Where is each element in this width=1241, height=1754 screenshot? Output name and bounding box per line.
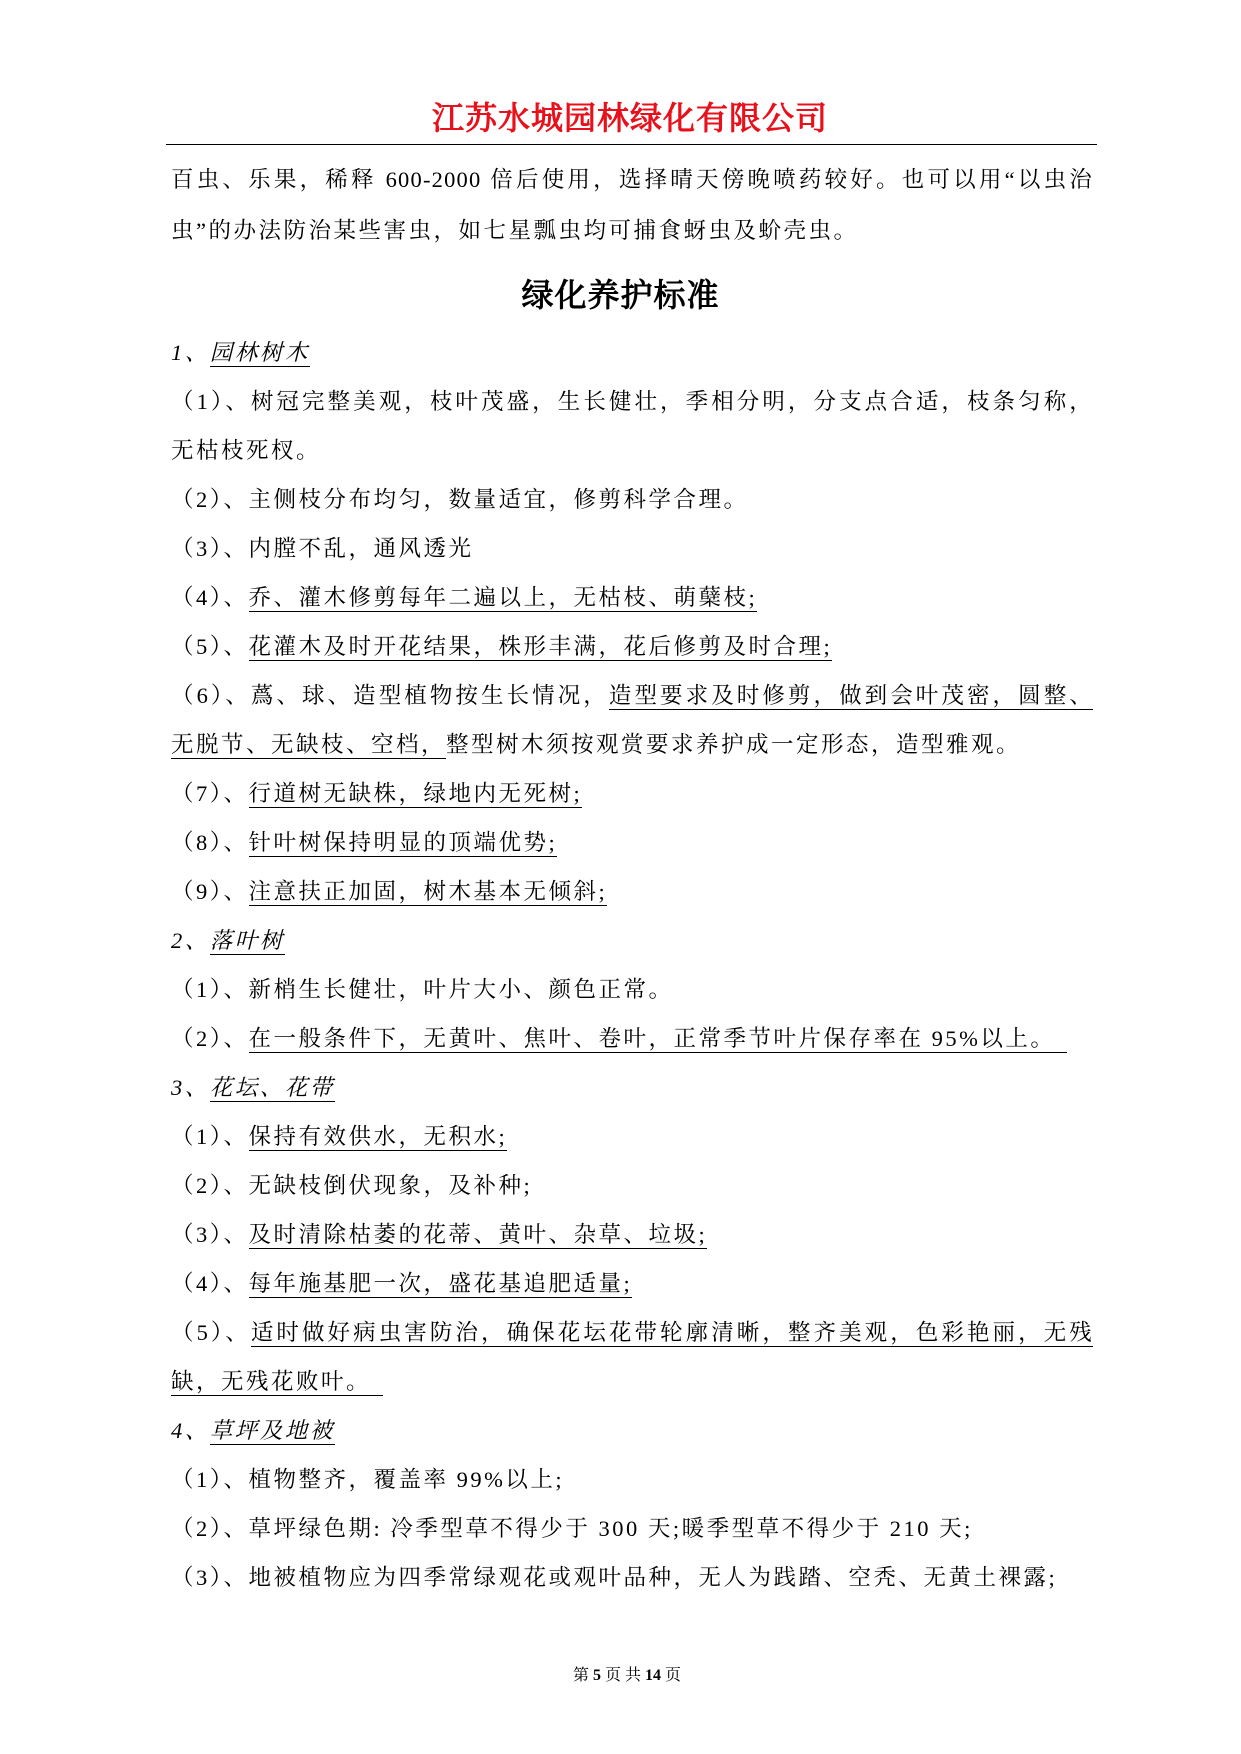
item-number: （1）、: [171, 389, 251, 414]
list-item-continuation: [171, 426, 1093, 475]
item-number: （2）、: [171, 487, 249, 512]
list-item-continuation: [171, 1357, 1093, 1406]
current-page-number: 5: [592, 1667, 601, 1684]
item-text: 针叶树保持明显的顶端优势;: [248, 830, 558, 855]
standards-list: [171, 328, 1093, 1602]
item-text: 主侧枝分布均匀，数量适宜，修剪科学合理。: [248, 487, 749, 512]
item-number: （5）、: [171, 634, 249, 659]
item-number: （2）、: [171, 1173, 249, 1198]
item-text: 蔿、球、造型植物按生长情况，: [250, 683, 609, 708]
item-number: （2）、: [171, 1516, 249, 1541]
list-item: [171, 1259, 1093, 1308]
item-text: 内膛不乱，通风透光: [248, 536, 474, 561]
item-number: （2）、: [171, 1026, 249, 1051]
footer-suffix: 页: [665, 1667, 682, 1684]
list-item: [171, 1161, 1093, 1210]
list-item: [171, 1553, 1093, 1602]
list-item: [171, 1504, 1093, 1553]
item-text: 注意扶正加固，树木基本无倾斜;: [248, 879, 608, 904]
item-number: （1）、: [171, 977, 249, 1002]
item-number: （1）、: [171, 1124, 249, 1149]
intro-line: 虫”的办法防治某些害虫，如七星瓢虫均可捕食蚜虫及蚧壳虫。: [171, 218, 859, 243]
item-number: （7）、: [171, 781, 249, 806]
item-text-underlined: 无脱节、无缺枝、空档，: [171, 732, 447, 757]
item-text: 草坪绿色期: 冷季型草不得少于 300 天;暖季型草不得少于 210 天;: [248, 1516, 973, 1541]
list-item: [171, 524, 1093, 573]
item-text: 树冠完整美观，枝叶茂盛，生长健壮，季相分明，分支点合适，枝条匀称，: [250, 389, 1093, 414]
item-text-underlined: 造型要求及时修剪，做到会叶茂密，圆整、: [608, 683, 1093, 708]
list-item-continuation: [171, 720, 1093, 769]
list-item: [171, 965, 1093, 1014]
section-heading: [171, 328, 1093, 377]
list-item: [171, 769, 1093, 818]
intro-line: 百虫、乐果，稀释 600-2000 倍后使用，选择晴天傍晚喷药较好。也可以用“以虫治: [171, 167, 1093, 192]
list-item: [171, 1112, 1093, 1161]
item-text: 新梢生长健壮，叶片大小、颜色正常。: [248, 977, 674, 1002]
list-item: [171, 1210, 1093, 1259]
list-item: [171, 573, 1093, 622]
section-title: 花坛、花带: [209, 1075, 335, 1100]
item-text: 适时做好病虫害防治，确保花坛花带轮廓清晰，整齐美观，色彩艳丽，无残: [250, 1320, 1093, 1345]
item-text: 行道树无缺株，绿地内无死树;: [248, 781, 583, 806]
item-number: （5）、: [171, 1320, 251, 1345]
item-text: 及时清除枯萎的花蒂、黄叶、杂草、垃圾;: [248, 1222, 708, 1247]
list-item: [171, 1455, 1093, 1504]
item-number: （4）、: [171, 1271, 249, 1296]
section-heading: [171, 1406, 1093, 1455]
item-text: 花灌木及时开花结果，株形丰满，花后修剪及时合理;: [248, 634, 833, 659]
item-number: （8）、: [171, 830, 249, 855]
section-number: 2、: [171, 928, 210, 953]
list-item: [171, 867, 1093, 916]
item-text: 植物整齐，覆盖率 99%以上;: [248, 1467, 565, 1492]
item-text: 整型树木须按观赏要求养护成一定形态，造型雅观。: [446, 732, 1022, 757]
item-text: 地被植物应为四季常绿观花或观叶品种，无人为践踏、空秃、无黄土裸露;: [248, 1565, 1058, 1590]
total-page-count: 14: [645, 1667, 661, 1684]
company-header: 江苏水城园林绿化有限公司: [431, 100, 828, 136]
item-number: （4）、: [171, 585, 249, 610]
item-text: 保持有效供水，无积水;: [248, 1124, 508, 1149]
item-number: （3）、: [171, 1222, 249, 1247]
item-number: （3）、: [171, 536, 249, 561]
section-number: 4、: [171, 1418, 210, 1443]
item-text: 无枯枝死杈。: [171, 438, 322, 463]
section-number: 1、: [171, 340, 210, 365]
list-item: [171, 475, 1093, 524]
item-text: 在一般条件下，无黄叶、焦叶、卷叶，正常季节叶片保存率在 95%以上。: [249, 1026, 1068, 1053]
item-number: （3）、: [171, 1565, 249, 1590]
item-text: 乔、灌木修剪每年二遍以上，无枯枝、萌蘖枝;: [248, 585, 758, 610]
header-rule: [166, 144, 1097, 145]
section-title: 落叶树: [209, 928, 285, 953]
list-item: [171, 818, 1093, 867]
footer-mid: 页 共: [604, 1667, 641, 1684]
section-number: 3、: [171, 1075, 210, 1100]
list-item: [171, 377, 1093, 426]
list-item: [171, 671, 1093, 720]
item-text: 缺，无残花败叶。: [171, 1369, 383, 1396]
item-number: （6）、: [171, 683, 251, 708]
section-title: 园林树木: [209, 340, 310, 365]
section-title: 草坪及地被: [209, 1418, 335, 1443]
item-text: 每年施基肥一次，盛花基追肥适量;: [248, 1271, 633, 1296]
list-item: [171, 1014, 1093, 1063]
section-heading: [171, 1063, 1093, 1112]
item-number: （1）、: [171, 1467, 249, 1492]
section-heading: [171, 916, 1093, 965]
item-text: 无缺枝倒伏现象，及补种;: [248, 1173, 533, 1198]
page-title: 绿化养护标准: [521, 277, 720, 313]
footer-prefix: 第: [572, 1667, 589, 1684]
list-item: [171, 1308, 1093, 1357]
item-number: （9）、: [171, 879, 249, 904]
page-footer: [527, 1664, 727, 1688]
list-item: [171, 622, 1093, 671]
